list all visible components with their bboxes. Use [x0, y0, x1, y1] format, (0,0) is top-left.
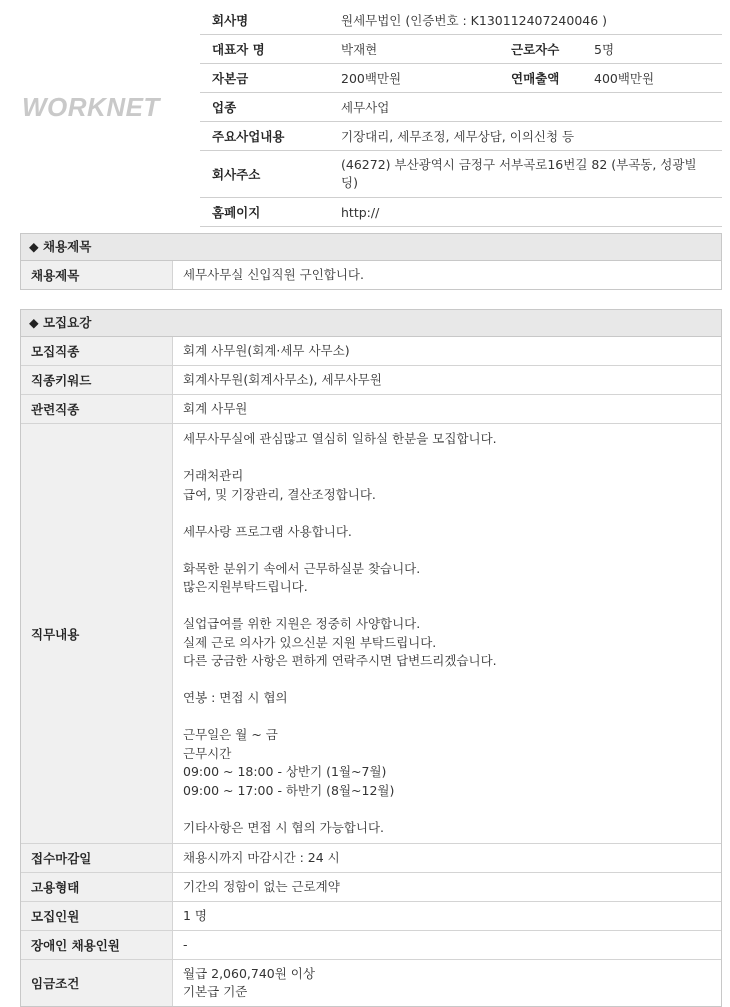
company-row — [200, 93, 722, 122]
ceo-value: 박재현 — [329, 35, 510, 64]
company-row — [200, 6, 722, 35]
related-label: 관련직종 — [21, 395, 173, 424]
job-value: 회계 사무원(회계·세무 사무소) — [183, 343, 350, 358]
duty-line: 세무사무실에 관심많고 열심히 일하실 한분을 모집합니다. — [183, 431, 497, 446]
table-row — [21, 261, 721, 289]
wage-label: 임금조건 — [21, 960, 173, 1007]
company-row — [200, 64, 722, 93]
related-value: 회계 사무원 — [173, 395, 722, 424]
address-value: (46272) 부산광역시 금정구 서부곡로16번길 82 (부곡동, 성광빌딩) — [329, 151, 722, 198]
table-row — [21, 395, 721, 424]
disabled-value: - — [173, 931, 722, 960]
company-name-value: 원세무법인 (인증번호 : K130112407240046 ) — [329, 6, 722, 35]
table-row — [21, 366, 721, 395]
deadline-label: 접수마감일 — [21, 844, 173, 873]
duty-line: 연봉 : 면접 시 협의 — [183, 690, 288, 705]
business-label: 주요사업내용 — [200, 122, 329, 151]
recruit-section-header: ◆ 모집요강 — [21, 310, 721, 337]
duty-line: 화목한 분위기 속에서 근무하실분 찾습니다. — [183, 560, 421, 576]
duty-line: 거래처관리 — [183, 468, 244, 483]
wage-line: 기본급 기준 — [183, 984, 248, 999]
employment-label: 고용형태 — [21, 873, 173, 902]
deadline-value: 채용시까지 마감시간 : 24 시 — [173, 844, 722, 873]
duty-line: 세무사랑 프로그램 사용합니다. — [183, 523, 352, 539]
capital-label: 자본금 — [200, 64, 329, 93]
table-row — [21, 844, 721, 873]
wage-line: 월급 2,060,740원 이상 — [183, 966, 315, 981]
employees-label: 근로자수 — [510, 35, 582, 64]
sales-label: 연매출액 — [510, 64, 582, 93]
duty-line: 09:00 ~ 17:00 - 하반기 (8월~12월) — [183, 782, 395, 798]
address-label: 회사주소 — [200, 151, 329, 198]
title-table — [21, 261, 721, 289]
disabled-label: 장애인 채용인원 — [21, 931, 173, 960]
title-label: 채용제목 — [21, 261, 173, 289]
duty-label: 직무내용 — [21, 424, 173, 844]
keyword-label: 직종키워드 — [21, 366, 173, 395]
job-label: 모집직종 — [21, 337, 173, 366]
ceo-label: 대표자 명 — [200, 35, 329, 64]
duty-line: 기타사항은 면접 시 협의 가능합니다. — [183, 819, 384, 835]
duty-line: 09:00 ~ 18:00 - 상반기 (1월~7월) — [183, 764, 387, 779]
employment-value: 기간의 정함이 없는 근로계약 — [173, 873, 722, 902]
company-row — [200, 198, 722, 227]
capital-value: 200백만원 — [329, 64, 510, 93]
duty-line: 근무시간 — [183, 745, 232, 761]
company-row — [200, 35, 722, 64]
title-section-header: ◆ 채용제목 — [21, 234, 721, 261]
duty-line: 다른 궁금한 사항은 편하게 연락주시면 답변드리겠습니다. — [183, 653, 497, 668]
company-info-table — [200, 6, 722, 227]
table-row — [21, 931, 721, 960]
duty-line: 많은지원부탁드립니다. — [183, 579, 308, 594]
duty-line: 실업급여를 위한 지원은 정중히 사양합니다. — [183, 616, 421, 631]
duty-line: 급여, 및 기장관리, 결산조정합니다. — [183, 486, 376, 502]
company-row — [200, 151, 722, 198]
table-row — [21, 424, 721, 844]
recruit-table — [21, 337, 721, 1006]
table-row — [21, 960, 721, 1007]
title-section — [20, 233, 722, 290]
wage-value — [173, 960, 722, 1007]
employees-value: 5명 — [582, 35, 722, 64]
duty-content — [173, 424, 722, 844]
industry-label: 업종 — [200, 93, 329, 122]
homepage-label: 홈페이지 — [200, 198, 329, 227]
duty-line: 근무일은 월 ~ 금 — [183, 727, 278, 742]
table-row — [21, 873, 721, 902]
table-row — [21, 337, 721, 366]
sales-value: 400백만원 — [582, 64, 722, 93]
homepage-link[interactable]: http:// — [329, 198, 722, 227]
logo-text: WORKNET — [22, 92, 160, 122]
title-value: 세무사무실 신입직원 구인합니다. — [183, 267, 364, 282]
business-value: 기장대리, 세무조정, 세무상담, 이의신청 등 — [329, 122, 722, 151]
keyword-value: 회계사무원(회계사무소), 세무사무원 — [173, 366, 722, 395]
duty-line: 실제 근로 의사가 있으신분 지원 부탁드립니다. — [183, 634, 437, 650]
headcount-value: 1 명 — [173, 902, 722, 931]
table-row — [21, 902, 721, 931]
company-row — [200, 122, 722, 151]
company-name-label: 회사명 — [200, 6, 329, 35]
headcount-label: 모집인원 — [21, 902, 173, 931]
recruit-section — [20, 309, 722, 1007]
worknet-logo — [22, 92, 182, 132]
industry-value: 세무사업 — [329, 93, 722, 122]
